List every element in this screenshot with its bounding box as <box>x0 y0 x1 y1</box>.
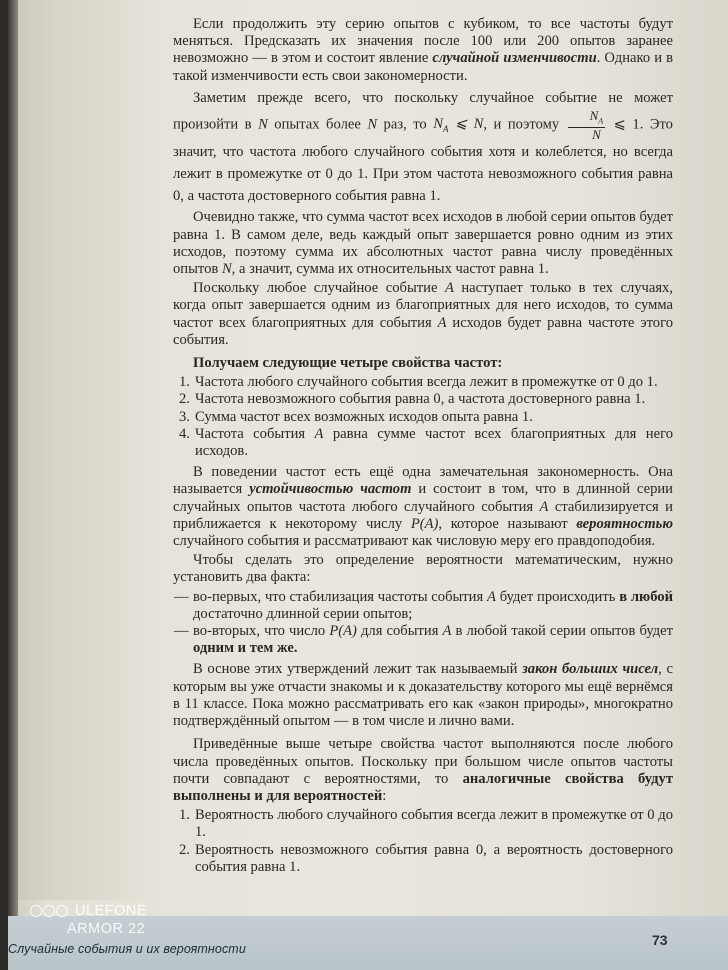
paragraph-7: В основе этих утверждений лежит так называемый закон больших чисел, с которым вы уже отчасти знакомы и к доказательству которого мы ещё вернёмся в 11 классе. Пока можно рассматривать его как «закон природы», многократно подтверждённый опытом — в том числе и лично вами. <box>173 661 673 730</box>
facts-list <box>173 589 673 658</box>
paragraph-1: Если продолжить эту серию опытов с кубиком, то все частоты будут меняться. Предсказать их значения после 100 или 200 опытов заранее невозможно — в этом и состоит явление случайной изменчивости. Однако и в такой изменчивости есть свои закономерности. <box>173 16 673 84</box>
main-text <box>173 16 673 880</box>
inequality: $N_A$ ⩽ N <box>433 116 484 135</box>
frequency-properties-list <box>173 374 673 460</box>
paragraph-6: Чтобы сделать это определение вероятности математическим, нужно установить два факта: <box>173 552 673 586</box>
watermark-brand: ULEFONE <box>75 903 147 919</box>
paragraph-8: Приведённые выше четыре свойства частот выполняются после любого числа проведённых опытов. Поскольку при большом числе опытов частоты почти совпадают с вероятностями, то аналогичные свойства будут выполнены и для вероятностей: <box>173 736 673 804</box>
frequency-fraction: $\frac{N_A}{N}$ <box>568 109 606 142</box>
list-item: 2. Вероятность невозможного события равна 0, а вероятность достоверного события равна 1. <box>179 841 673 875</box>
section-title: Случайные события и их вероятности <box>8 942 246 956</box>
probability-properties-list <box>173 807 673 876</box>
list-item: 2. Частота невозможного события равна 0, а частота достоверного равна 1. <box>179 391 646 408</box>
camera-watermark <box>30 902 147 938</box>
ring-logo-icon <box>30 905 69 917</box>
term-probability: вероятностью <box>576 515 673 532</box>
list-item: — во-вторых, что число P(A) для события A в любой такой серии опытов будет одним и тем же. <box>174 623 673 657</box>
list-item: — во-первых, что стабилизация частоты события A будет происходить в любой достаточно длинной серии опытов; <box>174 588 674 622</box>
paragraph-5: В поведении частот есть ещё одна замечательная закономерность. Она называется устойчивостью частот и состоит в том, что в длинной серии случайных опытов частота любого случайного события A стабилизируется и приближается к некоторому числу P(A), которое называют вероятностью случайного события и рассматривают как числовую меру его правдоподобия. <box>173 464 673 550</box>
paragraph-2: Заметим прежде всего, что поскольку случайное событие не может произойти в N опытах более N раз, то $N_A$ ⩽ N, и поэтому $\frac{N_A}{N}$ ⩽ 1. Это значит, что частота любого случайного события хотя и колеблется, но всегда лежит в промежутке от 0 до 1. При этом частота невозможного события равна 0, а частота достоверного события равна 1. <box>173 89 673 205</box>
list-item: 3. Сумма частот всех возможных исходов опыта равна 1. <box>179 408 533 425</box>
book-page <box>8 0 728 970</box>
frequency-properties-heading: Получаем следующие четыре свойства частот: <box>193 355 503 372</box>
list-item: 1. Вероятность любого случайного события всегда лежит в промежутке от 0 до 1. <box>179 807 673 841</box>
left-page-shadow <box>18 0 158 900</box>
list-item: 4. Частота события A равна сумме частот всех благоприятных для него исходов. <box>179 425 674 460</box>
book-gutter <box>8 0 18 970</box>
watermark-model: ARMOR 22 <box>67 921 146 937</box>
paragraph-4: Поскольку любое случайное событие A наступает только в тех случаях, когда опыт завершается одним из благоприятных для него исходов, то сумма частот всех благоприятных для события A исходов будет равна частоте этого события. <box>173 280 673 348</box>
term-random-variability: случайной изменчивости <box>432 50 597 67</box>
term-stability: устойчивостью частот <box>249 481 412 498</box>
paragraph-3: Очевидно также, что сумма частот всех исходов в любой серии опытов будет равна 1. В самом деле, ведь каждый опыт завершается ровно одним из этих исходов, поэтому сумма их абсолютных частот равна числу проведённых опытов N, а значит, сумма их относительных частот равна 1. <box>173 209 673 278</box>
list-item: 1. Частота любого случайного события всегда лежит в промежутке от 0 до 1. <box>179 374 658 391</box>
page-number: 73 <box>652 932 668 948</box>
term-law-of-large-numbers: закон больших чисел <box>522 661 659 678</box>
